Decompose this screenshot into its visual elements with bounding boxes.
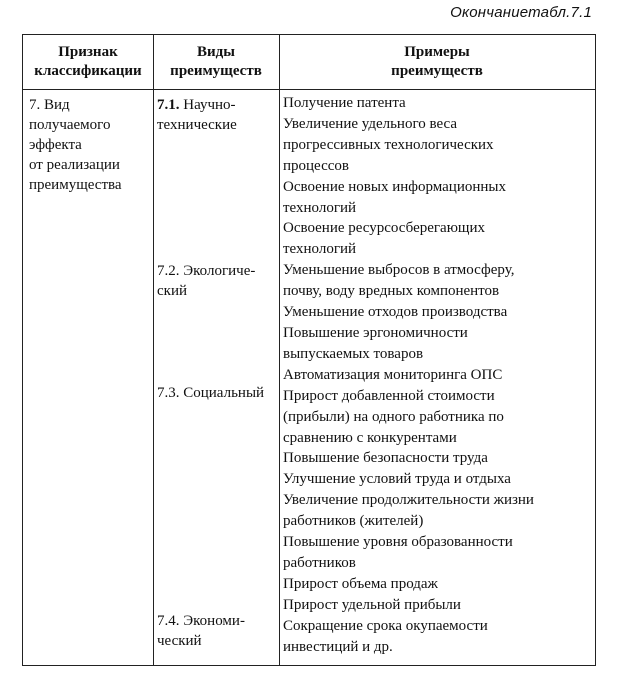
type-scientific-technical (157, 95, 281, 135)
example-item: Уменьшение отходов производства (283, 304, 508, 321)
criterion-cell: 7. Вид получаемого эффекта от реализации преимущества (29, 97, 122, 193)
example-item: Автоматизация мониторинга ОПС (283, 366, 503, 383)
type-number: 7.1. (157, 97, 180, 113)
example-item: Улучшение условий труда и отдыха (283, 471, 511, 488)
example-item: Повышение уровня образованности работников (283, 534, 513, 571)
example-item: Освоение новых информационных технологий (283, 178, 506, 216)
column-divider (153, 35, 154, 665)
type-social (157, 383, 281, 403)
table-caption: Окончаниетабл.7.1 (450, 4, 592, 21)
example-item: Освоение ресурсосберегающих технологий (283, 220, 485, 258)
example-item: Прирост добавленной стоимости (прибыли) на одного работника по сравнению с конкурентами (283, 387, 504, 446)
header-divider (23, 89, 595, 90)
type-ecological (157, 261, 281, 301)
example-item: Увеличение продолжительности жизни работников (жителей) (283, 492, 534, 530)
type-label: 7.2. Экологиче- ский (157, 263, 256, 299)
example-item: Повышение безопасности труда (283, 450, 488, 467)
classification-table (22, 34, 596, 666)
example-item: Сокращение срока окупаемости инвестиций и др. (283, 617, 488, 655)
example-item: Повышение эргономичности выпускаемых товаров (283, 324, 468, 362)
header-classification: Признак классификации (34, 44, 142, 79)
header-types: Виды преимуществ (170, 44, 262, 79)
example-item: Прирост удельной прибыли (283, 596, 461, 613)
header-examples: Примеры преимуществ (391, 44, 483, 79)
type-label: 7.4. Экономи- ческий (157, 613, 245, 649)
examples-list (283, 93, 593, 657)
example-item: Увеличение удельного веса прогрессивных технологических процессов (283, 115, 494, 174)
type-label: Научно- технические (157, 97, 237, 133)
example-item: Уменьшение выбросов в атмосферу, почву, воду вредных компонентов (283, 262, 515, 300)
example-item: Получение патента (283, 95, 406, 111)
type-label: 7.3. Социальный (157, 385, 265, 401)
type-economic (157, 611, 281, 651)
example-item: Прирост объема продаж (283, 575, 438, 592)
